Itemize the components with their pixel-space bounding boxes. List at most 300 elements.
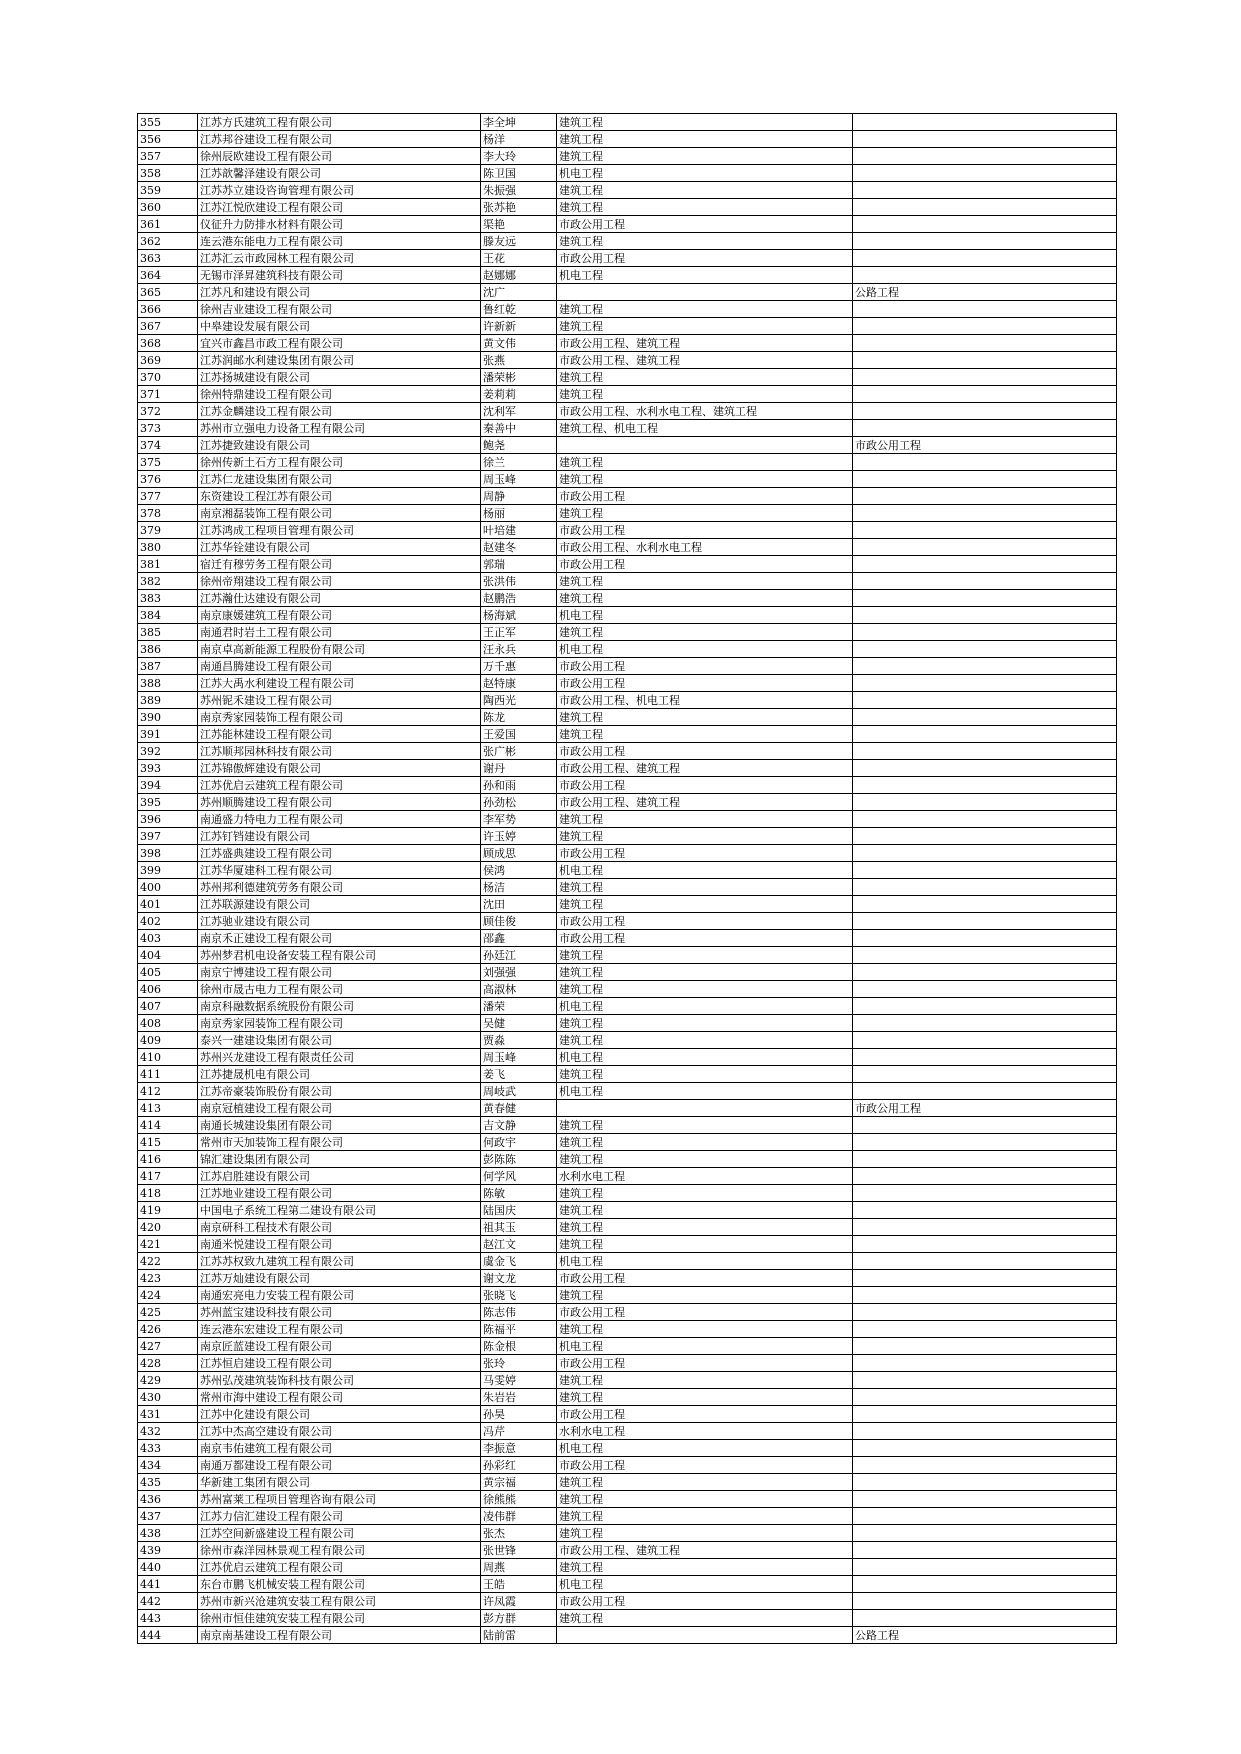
- person-name-cell: 鲁红乾: [481, 301, 557, 318]
- person-name-cell: 李大玲: [481, 148, 557, 165]
- row-number-cell: 385: [138, 624, 198, 641]
- category-secondary-cell: [853, 1117, 1117, 1134]
- table-row: [138, 1457, 1117, 1474]
- person-name-cell: 冯芹: [481, 1423, 557, 1440]
- category-primary-cell: 市政公用工程: [557, 1304, 853, 1321]
- category-secondary-cell: [853, 1253, 1117, 1270]
- table-row: [138, 1525, 1117, 1542]
- category-primary-cell: 市政公用工程: [557, 845, 853, 862]
- table-row: [138, 998, 1117, 1015]
- category-secondary-cell: [853, 539, 1117, 556]
- table-row: [138, 437, 1117, 454]
- category-secondary-cell: [853, 862, 1117, 879]
- row-number-cell: 408: [138, 1015, 198, 1032]
- company-name-cell: 无锡市泽昇建筑科技有限公司: [198, 267, 481, 284]
- category-secondary-cell: [853, 1491, 1117, 1508]
- company-name-cell: 苏州蓝宝建设科技有限公司: [198, 1304, 481, 1321]
- category-primary-cell: 建筑工程: [557, 1321, 853, 1338]
- category-primary-cell: 机电工程: [557, 607, 853, 624]
- company-name-cell: 徐州市恒佳建筑安装工程有限公司: [198, 1610, 481, 1627]
- company-name-cell: 徐州帝翔建设工程有限公司: [198, 573, 481, 590]
- row-number-cell: 414: [138, 1117, 198, 1134]
- row-number-cell: 403: [138, 930, 198, 947]
- table-row: [138, 301, 1117, 318]
- company-name-cell: 徐州传新土石方工程有限公司: [198, 454, 481, 471]
- company-name-cell: 宜兴市鑫昌市政工程有限公司: [198, 335, 481, 352]
- table-row: [138, 216, 1117, 233]
- person-name-cell: 陈龙: [481, 709, 557, 726]
- category-primary-cell: 建筑工程: [557, 828, 853, 845]
- company-name-cell: 江苏力信汇建设工程有限公司: [198, 1508, 481, 1525]
- category-primary-cell: 市政公用工程: [557, 658, 853, 675]
- person-name-cell: 王花: [481, 250, 557, 267]
- person-name-cell: 孙劲松: [481, 794, 557, 811]
- row-number-cell: 419: [138, 1202, 198, 1219]
- row-number-cell: 440: [138, 1559, 198, 1576]
- person-name-cell: 陶西光: [481, 692, 557, 709]
- person-name-cell: 张晓飞: [481, 1287, 557, 1304]
- category-secondary-cell: [853, 199, 1117, 216]
- table-row: [138, 454, 1117, 471]
- category-secondary-cell: [853, 1576, 1117, 1593]
- category-primary-cell: 建筑工程: [557, 471, 853, 488]
- category-primary-cell: 建筑工程: [557, 811, 853, 828]
- row-number-cell: 401: [138, 896, 198, 913]
- category-primary-cell: 市政公用工程、建筑工程: [557, 794, 853, 811]
- row-number-cell: 398: [138, 845, 198, 862]
- category-primary-cell: [557, 1627, 853, 1644]
- table-row: [138, 1270, 1117, 1287]
- category-primary-cell: 建筑工程: [557, 1066, 853, 1083]
- company-name-cell: 江苏方氏建筑工程有限公司: [198, 114, 481, 131]
- category-primary-cell: 机电工程: [557, 1338, 853, 1355]
- category-secondary-cell: [853, 471, 1117, 488]
- company-name-cell: 仪征升力防排水材料有限公司: [198, 216, 481, 233]
- person-name-cell: 沈田: [481, 896, 557, 913]
- person-name-cell: 黄文伟: [481, 335, 557, 352]
- person-name-cell: 陈福平: [481, 1321, 557, 1338]
- category-secondary-cell: [853, 233, 1117, 250]
- company-name-cell: 徐州特鼎建设工程有限公司: [198, 386, 481, 403]
- category-secondary-cell: [853, 1151, 1117, 1168]
- category-secondary-cell: [853, 675, 1117, 692]
- company-name-cell: 江苏恒启建设工程有限公司: [198, 1355, 481, 1372]
- category-primary-cell: 建筑工程: [557, 233, 853, 250]
- category-secondary-cell: [853, 148, 1117, 165]
- company-name-cell: 江苏驰业建设有限公司: [198, 913, 481, 930]
- company-name-cell: 南京南基建设工程有限公司: [198, 1627, 481, 1644]
- company-name-cell: 江苏优启云建筑工程有限公司: [198, 777, 481, 794]
- category-primary-cell: 市政公用工程: [557, 250, 853, 267]
- row-number-cell: 410: [138, 1049, 198, 1066]
- person-name-cell: 孙和雨: [481, 777, 557, 794]
- category-secondary-cell: [853, 1304, 1117, 1321]
- category-secondary-cell: [853, 998, 1117, 1015]
- company-name-cell: 南京研科工程技术有限公司: [198, 1219, 481, 1236]
- category-secondary-cell: [853, 1355, 1117, 1372]
- category-primary-cell: 市政公用工程: [557, 1593, 853, 1610]
- company-name-cell: 江苏江悦欣建设工程有限公司: [198, 199, 481, 216]
- person-name-cell: 许凤霞: [481, 1593, 557, 1610]
- table-row: [138, 573, 1117, 590]
- category-secondary-cell: [853, 964, 1117, 981]
- company-name-cell: 江苏能林建设工程有限公司: [198, 726, 481, 743]
- table-row: [138, 1253, 1117, 1270]
- person-name-cell: 朱振强: [481, 182, 557, 199]
- category-secondary-cell: [853, 1270, 1117, 1287]
- category-secondary-cell: [853, 165, 1117, 182]
- category-primary-cell: 建筑工程: [557, 947, 853, 964]
- table-row: [138, 233, 1117, 250]
- table-row: [138, 131, 1117, 148]
- table-row: [138, 1559, 1117, 1576]
- category-primary-cell: 建筑工程: [557, 1185, 853, 1202]
- category-primary-cell: 市政公用工程、水利水电工程: [557, 539, 853, 556]
- table-row: [138, 1338, 1117, 1355]
- table-row: [138, 182, 1117, 199]
- table-row: [138, 1627, 1117, 1644]
- company-name-cell: 江苏空间新盛建设工程有限公司: [198, 1525, 481, 1542]
- company-name-cell: 江苏万灿建设有限公司: [198, 1270, 481, 1287]
- table-row: [138, 284, 1117, 301]
- company-name-cell: 南京宁博建设工程有限公司: [198, 964, 481, 981]
- row-number-cell: 381: [138, 556, 198, 573]
- category-primary-cell: 机电工程: [557, 267, 853, 284]
- company-name-cell: 江苏地业建设工程有限公司: [198, 1185, 481, 1202]
- table-row: [138, 1100, 1117, 1117]
- category-primary-cell: 建筑工程: [557, 981, 853, 998]
- table-row: [138, 1576, 1117, 1593]
- table-row: [138, 1440, 1117, 1457]
- row-number-cell: 364: [138, 267, 198, 284]
- category-secondary-cell: [853, 1321, 1117, 1338]
- category-secondary-cell: [853, 1168, 1117, 1185]
- category-secondary-cell: [853, 760, 1117, 777]
- category-primary-cell: 建筑工程: [557, 301, 853, 318]
- row-number-cell: 432: [138, 1423, 198, 1440]
- category-primary-cell: 建筑工程: [557, 624, 853, 641]
- person-name-cell: 张苏艳: [481, 199, 557, 216]
- category-secondary-cell: [853, 1474, 1117, 1491]
- person-name-cell: 高淑林: [481, 981, 557, 998]
- company-name-cell: 南京科融数据系统股份有限公司: [198, 998, 481, 1015]
- row-number-cell: 427: [138, 1338, 198, 1355]
- category-secondary-cell: [853, 1389, 1117, 1406]
- row-number-cell: 411: [138, 1066, 198, 1083]
- row-number-cell: 396: [138, 811, 198, 828]
- category-primary-cell: 市政公用工程: [557, 522, 853, 539]
- category-primary-cell: 建筑工程: [557, 590, 853, 607]
- person-name-cell: 赵建冬: [481, 539, 557, 556]
- row-number-cell: 376: [138, 471, 198, 488]
- category-secondary-cell: [853, 386, 1117, 403]
- category-primary-cell: 机电工程: [557, 1576, 853, 1593]
- row-number-cell: 391: [138, 726, 198, 743]
- person-name-cell: 周玉峰: [481, 1049, 557, 1066]
- company-name-cell: 江苏联源建设有限公司: [198, 896, 481, 913]
- company-name-cell: 南通米悦建设工程有限公司: [198, 1236, 481, 1253]
- person-name-cell: 沈利军: [481, 403, 557, 420]
- table-row: [138, 743, 1117, 760]
- person-name-cell: 张燕: [481, 352, 557, 369]
- category-secondary-cell: [853, 1457, 1117, 1474]
- category-secondary-cell: [853, 335, 1117, 352]
- person-name-cell: 张广彬: [481, 743, 557, 760]
- company-name-cell: 江苏盛典建设工程有限公司: [198, 845, 481, 862]
- category-primary-cell: 建筑工程: [557, 505, 853, 522]
- company-name-cell: 南京禾正建设工程有限公司: [198, 930, 481, 947]
- company-name-cell: 江苏鸿成工程项目管理有限公司: [198, 522, 481, 539]
- table-row: [138, 556, 1117, 573]
- table-row: [138, 1202, 1117, 1219]
- person-name-cell: 滕友远: [481, 233, 557, 250]
- table-row: [138, 1185, 1117, 1202]
- category-primary-cell: 机电工程: [557, 1253, 853, 1270]
- company-name-cell: 江苏捷晟机电有限公司: [198, 1066, 481, 1083]
- person-name-cell: 彭陈陈: [481, 1151, 557, 1168]
- person-name-cell: 潘荣: [481, 998, 557, 1015]
- person-name-cell: 顾佳俊: [481, 913, 557, 930]
- row-number-cell: 421: [138, 1236, 198, 1253]
- table-row: [138, 675, 1117, 692]
- table-row: [138, 1508, 1117, 1525]
- category-primary-cell: 机电工程: [557, 998, 853, 1015]
- company-name-cell: 江苏钉铛建设有限公司: [198, 828, 481, 845]
- category-secondary-cell: [853, 1049, 1117, 1066]
- category-primary-cell: 建筑工程: [557, 1236, 853, 1253]
- category-secondary-cell: [853, 641, 1117, 658]
- company-name-cell: 徐州辰欧建设工程有限公司: [198, 148, 481, 165]
- category-primary-cell: [557, 437, 853, 454]
- category-secondary-cell: [853, 1406, 1117, 1423]
- category-primary-cell: 市政公用工程: [557, 913, 853, 930]
- table-row: [138, 607, 1117, 624]
- row-number-cell: 356: [138, 131, 198, 148]
- person-name-cell: 赵特康: [481, 675, 557, 692]
- company-name-cell: 南京冠植建设工程有限公司: [198, 1100, 481, 1117]
- table-row: [138, 862, 1117, 879]
- row-number-cell: 397: [138, 828, 198, 845]
- table-row: [138, 1593, 1117, 1610]
- person-name-cell: 潘荣彬: [481, 369, 557, 386]
- row-number-cell: 363: [138, 250, 198, 267]
- table-row: [138, 1372, 1117, 1389]
- category-secondary-cell: [853, 216, 1117, 233]
- row-number-cell: 416: [138, 1151, 198, 1168]
- table-row: [138, 709, 1117, 726]
- row-number-cell: 368: [138, 335, 198, 352]
- category-secondary-cell: [853, 590, 1117, 607]
- table-row: [138, 692, 1117, 709]
- row-number-cell: 359: [138, 182, 198, 199]
- person-name-cell: 顾成思: [481, 845, 557, 862]
- category-primary-cell: 市政公用工程: [557, 1406, 853, 1423]
- person-name-cell: 祖其玉: [481, 1219, 557, 1236]
- company-name-cell: 苏州市立强电力设备工程有限公司: [198, 420, 481, 437]
- person-name-cell: 郭瑞: [481, 556, 557, 573]
- category-secondary-cell: [853, 114, 1117, 131]
- company-name-cell: 常州市海中建设工程有限公司: [198, 1389, 481, 1406]
- table-row: [138, 1321, 1117, 1338]
- category-secondary-cell: [853, 828, 1117, 845]
- row-number-cell: 434: [138, 1457, 198, 1474]
- row-number-cell: 415: [138, 1134, 198, 1151]
- table-row: [138, 896, 1117, 913]
- category-primary-cell: 市政公用工程: [557, 930, 853, 947]
- table-row: [138, 505, 1117, 522]
- row-number-cell: 358: [138, 165, 198, 182]
- table-row: [138, 250, 1117, 267]
- person-name-cell: 李振意: [481, 1440, 557, 1457]
- category-secondary-cell: [853, 182, 1117, 199]
- company-name-cell: 江苏华铨建设有限公司: [198, 539, 481, 556]
- category-primary-cell: 建筑工程: [557, 1134, 853, 1151]
- company-name-cell: 江苏瀚仕达建设有限公司: [198, 590, 481, 607]
- person-name-cell: 李军势: [481, 811, 557, 828]
- category-secondary-cell: [853, 879, 1117, 896]
- category-secondary-cell: [853, 726, 1117, 743]
- row-number-cell: 383: [138, 590, 198, 607]
- row-number-cell: 394: [138, 777, 198, 794]
- row-number-cell: 412: [138, 1083, 198, 1100]
- person-name-cell: 赵鹏浩: [481, 590, 557, 607]
- row-number-cell: 435: [138, 1474, 198, 1491]
- person-name-cell: 陆前雷: [481, 1627, 557, 1644]
- category-secondary-cell: [853, 301, 1117, 318]
- table-row: [138, 828, 1117, 845]
- row-number-cell: 386: [138, 641, 198, 658]
- table-row: [138, 1491, 1117, 1508]
- table-row: [138, 1389, 1117, 1406]
- table-row: [138, 165, 1117, 182]
- person-name-cell: 邵鑫: [481, 930, 557, 947]
- row-number-cell: 387: [138, 658, 198, 675]
- category-secondary-cell: [853, 1185, 1117, 1202]
- table-row: [138, 369, 1117, 386]
- category-secondary-cell: [853, 1440, 1117, 1457]
- company-name-cell: 江苏凡和建设有限公司: [198, 284, 481, 301]
- person-name-cell: 徐熊熊: [481, 1491, 557, 1508]
- category-primary-cell: 建筑工程: [557, 1491, 853, 1508]
- row-number-cell: 436: [138, 1491, 198, 1508]
- row-number-cell: 367: [138, 318, 198, 335]
- person-name-cell: 彭方群: [481, 1610, 557, 1627]
- company-name-cell: 南京匠蓝建设工程有限公司: [198, 1338, 481, 1355]
- table-row: [138, 1355, 1117, 1372]
- category-secondary-cell: [853, 505, 1117, 522]
- table-row: [138, 1287, 1117, 1304]
- row-number-cell: 428: [138, 1355, 198, 1372]
- table-row: [138, 624, 1117, 641]
- row-number-cell: 402: [138, 913, 198, 930]
- person-name-cell: 孙彩红: [481, 1457, 557, 1474]
- person-name-cell: 鲍尧: [481, 437, 557, 454]
- person-name-cell: 姜莉莉: [481, 386, 557, 403]
- category-secondary-cell: [853, 1372, 1117, 1389]
- row-number-cell: 429: [138, 1372, 198, 1389]
- category-primary-cell: 市政公用工程、建筑工程: [557, 335, 853, 352]
- table-row: [138, 148, 1117, 165]
- row-number-cell: 366: [138, 301, 198, 318]
- table-row: [138, 641, 1117, 658]
- category-secondary-cell: [853, 658, 1117, 675]
- category-primary-cell: 市政公用工程: [557, 743, 853, 760]
- person-name-cell: 朱岩岩: [481, 1389, 557, 1406]
- table-row: [138, 590, 1117, 607]
- row-number-cell: 441: [138, 1576, 198, 1593]
- category-primary-cell: 建筑工程: [557, 114, 853, 131]
- row-number-cell: 360: [138, 199, 198, 216]
- row-number-cell: 442: [138, 1593, 198, 1610]
- person-name-cell: 凌伟群: [481, 1508, 557, 1525]
- person-name-cell: 周岐武: [481, 1083, 557, 1100]
- category-primary-cell: [557, 1100, 853, 1117]
- company-name-cell: 苏州兴龙建设工程有限责任公司: [198, 1049, 481, 1066]
- person-name-cell: 张玲: [481, 1355, 557, 1372]
- category-secondary-cell: [853, 318, 1117, 335]
- person-name-cell: 杨海斌: [481, 607, 557, 624]
- company-name-cell: 南通万都建设工程有限公司: [198, 1457, 481, 1474]
- category-primary-cell: 市政公用工程: [557, 675, 853, 692]
- row-number-cell: 425: [138, 1304, 198, 1321]
- company-name-cell: 江苏润邮水利建设集团有限公司: [198, 352, 481, 369]
- row-number-cell: 365: [138, 284, 198, 301]
- person-name-cell: 渠艳: [481, 216, 557, 233]
- category-primary-cell: 市政公用工程: [557, 1355, 853, 1372]
- person-name-cell: 周静: [481, 488, 557, 505]
- row-number-cell: 417: [138, 1168, 198, 1185]
- table-row: [138, 1406, 1117, 1423]
- row-number-cell: 426: [138, 1321, 198, 1338]
- person-name-cell: 杨洁: [481, 879, 557, 896]
- category-secondary-cell: [853, 131, 1117, 148]
- company-name-cell: 宿迁有穆劳务工程有限公司: [198, 556, 481, 573]
- category-secondary-cell: [853, 692, 1117, 709]
- row-number-cell: 372: [138, 403, 198, 420]
- category-secondary-cell: [853, 1066, 1117, 1083]
- table-row: [138, 964, 1117, 981]
- category-primary-cell: 建筑工程: [557, 1015, 853, 1032]
- company-name-cell: 徐州市森洋园林景观工程有限公司: [198, 1542, 481, 1559]
- category-secondary-cell: 市政公用工程: [853, 437, 1117, 454]
- table-row: [138, 114, 1117, 131]
- category-primary-cell: 建筑工程: [557, 1610, 853, 1627]
- company-name-cell: 南通君时岩土工程有限公司: [198, 624, 481, 641]
- category-secondary-cell: [853, 420, 1117, 437]
- category-secondary-cell: [853, 794, 1117, 811]
- row-number-cell: 423: [138, 1270, 198, 1287]
- person-name-cell: 杨洋: [481, 131, 557, 148]
- category-secondary-cell: [853, 607, 1117, 624]
- category-secondary-cell: [853, 1015, 1117, 1032]
- row-number-cell: 361: [138, 216, 198, 233]
- table-row: [138, 845, 1117, 862]
- person-name-cell: 吉文静: [481, 1117, 557, 1134]
- row-number-cell: 389: [138, 692, 198, 709]
- person-name-cell: 孙昊: [481, 1406, 557, 1423]
- company-name-cell: 南通长城建设集团有限公司: [198, 1117, 481, 1134]
- category-secondary-cell: [853, 1508, 1117, 1525]
- table-row: [138, 930, 1117, 947]
- category-secondary-cell: [853, 1542, 1117, 1559]
- table-row: [138, 794, 1117, 811]
- row-number-cell: 409: [138, 1032, 198, 1049]
- table-row: [138, 726, 1117, 743]
- category-secondary-cell: [853, 624, 1117, 641]
- person-name-cell: 贾淼: [481, 1032, 557, 1049]
- company-name-cell: 南京秀家园装饰工程有限公司: [198, 709, 481, 726]
- category-primary-cell: 建筑工程: [557, 318, 853, 335]
